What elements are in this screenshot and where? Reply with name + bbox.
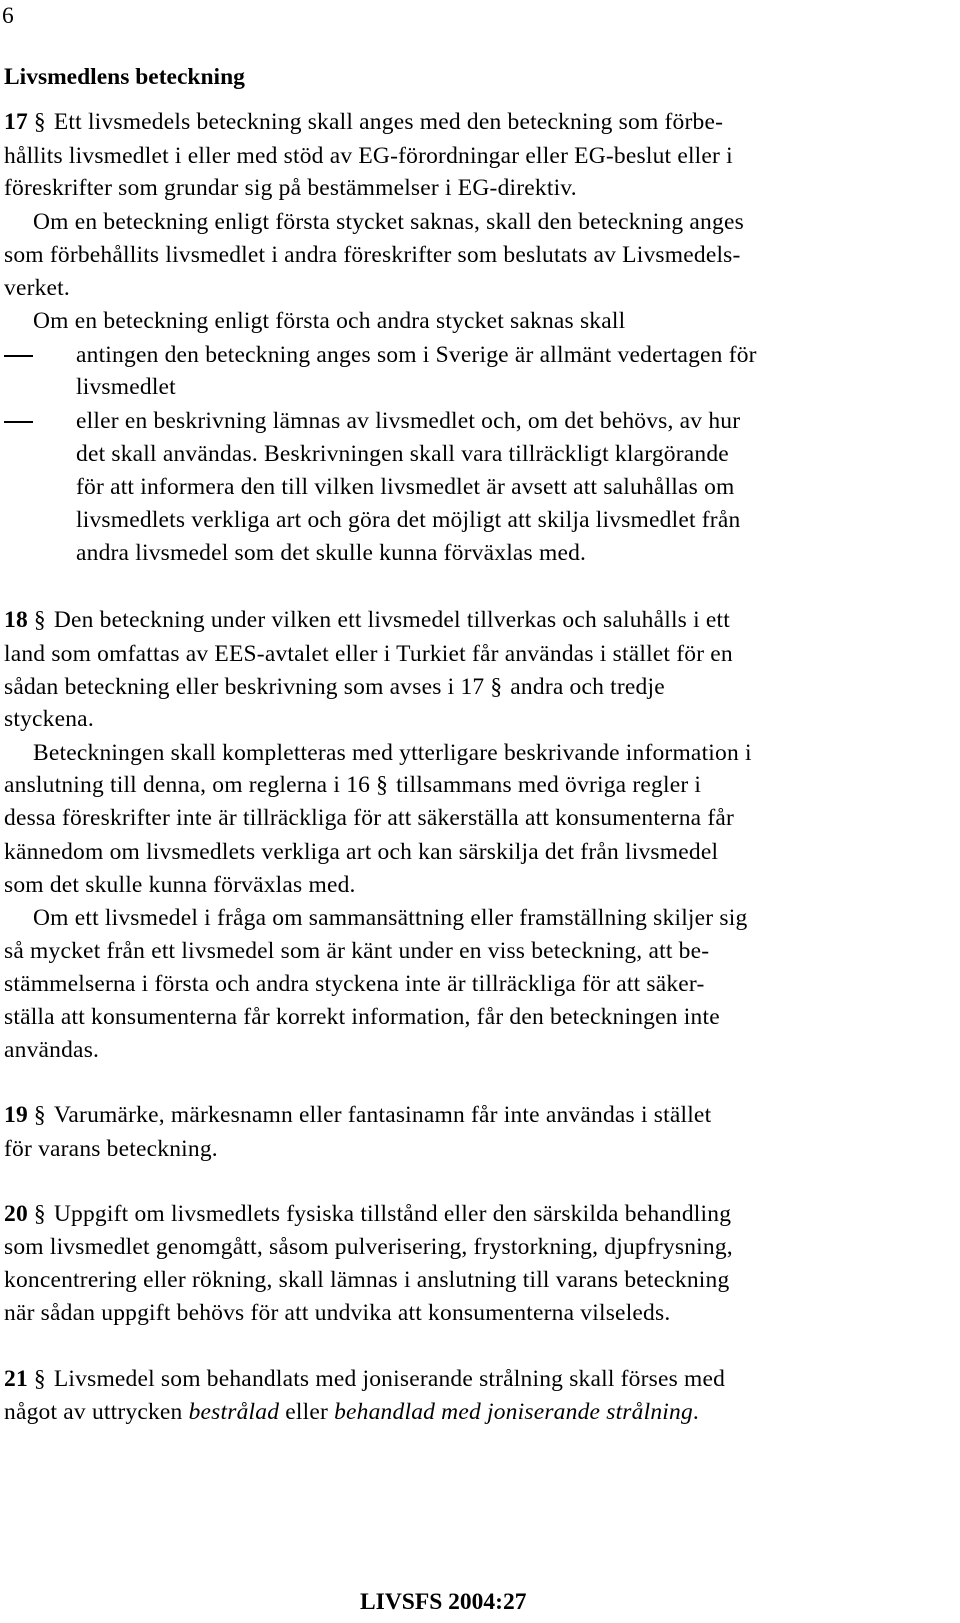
paragraph-18-line-10: Om ett livsmedel i fråga om sammansättning eller framställning skiljer sig [33, 905, 748, 931]
list-item-2-line-1: eller en beskrivning lämnas av livsmedlet och, om det behövs, av hur [76, 408, 741, 434]
list-item-1-line-1: antingen den beteckning anges som i Sverige är allmänt vedertagen för [76, 342, 757, 368]
section-number-18: 18 [4, 607, 28, 633]
paragraph-20-line-1: 20 § Uppgift om livsmedlets fysiska tillstånd eller den särskilda behandling [4, 1201, 732, 1227]
paragraph-21-line-1: 21 § Livsmedel som behandlats med joniserande strålning skall förses med [4, 1366, 726, 1392]
list-dash [4, 421, 33, 423]
paragraph-21-line-2: något av uttrycken bestrålad eller behandlad med joniserande strålning. [4, 1399, 699, 1425]
paragraph-18-line-7: dessa föreskrifter inte är tillräckliga för att säkerställa att konsumenterna får [4, 805, 735, 831]
section-number-17: 17 [4, 109, 28, 135]
paragraph-18-line-8: kännedom om livsmedlets verkliga art och kan särskilja det från livsmedel [4, 839, 719, 865]
paragraph-18-line-13: ställa att konsumenterna får korrekt information, får den beteckningen inte [4, 1004, 720, 1030]
list-item-1-line-2: livsmedlet [76, 374, 176, 400]
section-sign: § [33, 607, 46, 633]
section-number-19: 19 [4, 1102, 28, 1128]
italic-term: behandlad med joniserande strålning [334, 1399, 693, 1425]
paragraph-18-line-6: anslutning till denna, om reglerna i 16 § tillsammans med övriga regler i [4, 772, 702, 798]
paragraph-18-line-14: användas. [4, 1037, 100, 1063]
section-sign: § [490, 674, 503, 700]
paragraph-19-line-2: för varans beteckning. [4, 1136, 218, 1162]
paragraph-18-line-4: styckena. [4, 706, 94, 732]
list-item-2-line-3: för att informera den till vilken livsmedlet är avsett att saluhållas om [76, 474, 735, 500]
paragraph-20-line-4: när sådan uppgift behövs för att undvika att konsumenterna vilseleds. [4, 1300, 671, 1326]
section-sign: § [33, 1201, 46, 1227]
paragraph-18-line-3: sådan beteckning eller beskrivning som avses i 17 § andra och tredje [4, 674, 665, 700]
section-sign: § [33, 1366, 46, 1392]
paragraph-17-line-4: Om en beteckning enligt första stycket saknas, skall den beteckning anges [33, 209, 744, 235]
section-sign: § [33, 1102, 46, 1128]
paragraph-18-line-9: som det skulle kunna förväxlas med. [4, 872, 356, 898]
section-number-21: 21 [4, 1366, 28, 1392]
section-heading: Livsmedlens beteckning [4, 64, 245, 90]
paragraph-18-line-5: Beteckningen skall kompletteras med ytterligare beskrivande information i [33, 740, 752, 766]
paragraph-17-line-7: Om en beteckning enligt första och andra stycket saknas skall [33, 308, 626, 334]
paragraph-18-line-11: så mycket från ett livsmedel som är känt under en viss beteckning, att be- [4, 938, 710, 964]
section-sign: § [376, 772, 389, 798]
list-item-2-line-2: det skall användas. Beskrivningen skall vara tillräckligt klargörande [76, 441, 729, 467]
list-item-2-line-5: andra livsmedel som det skulle kunna förväxlas med. [76, 540, 587, 566]
list-item-2-line-4: livsmedlets verkliga art och göra det möjligt att skilja livsmedlet från [76, 507, 741, 533]
paragraph-17-line-6: verket. [4, 275, 70, 301]
paragraph-18-line-12: stämmelserna i första och andra styckena inte är tillräckliga för att säker- [4, 971, 705, 997]
paragraph-18-line-2: land som omfattas av EES-avtalet eller i Turkiet får användas i stället för en [4, 641, 733, 667]
document-footer: LIVSFS 2004:27 [360, 1589, 527, 1615]
list-dash [4, 355, 33, 357]
paragraph-17-line-2: hållits livsmedlet i eller med stöd av EG-förordningar eller EG-beslut eller i [4, 143, 733, 169]
paragraph-20-line-2: som livsmedlet genomgått, såsom pulverisering, frystorkning, djupfrysning, [4, 1234, 733, 1260]
italic-term: bestrålad [188, 1399, 280, 1425]
page-number: 6 [2, 3, 14, 29]
paragraph-19-line-1: 19 § Varumärke, märkesnamn eller fantasinamn får inte användas i stället [4, 1102, 712, 1128]
section-number-20: 20 [4, 1201, 28, 1227]
section-sign: § [33, 109, 46, 135]
paragraph-17-line-5: som förbehållits livsmedlet i andra föreskrifter som beslutats av Livsmedels- [4, 242, 741, 268]
paragraph-17-line-3: föreskrifter som grundar sig på bestämmelser i EG-direktiv. [4, 175, 577, 201]
paragraph-18-line-1: 18 § Den beteckning under vilken ett livsmedel tillverkas och saluhålls i ett [4, 607, 730, 633]
paragraph-20-line-3: koncentrering eller rökning, skall lämnas i anslutning till varans beteckning [4, 1267, 730, 1293]
paragraph-17-line-1: 17 § Ett livsmedels beteckning skall anges med den beteckning som förbe- [4, 109, 724, 135]
